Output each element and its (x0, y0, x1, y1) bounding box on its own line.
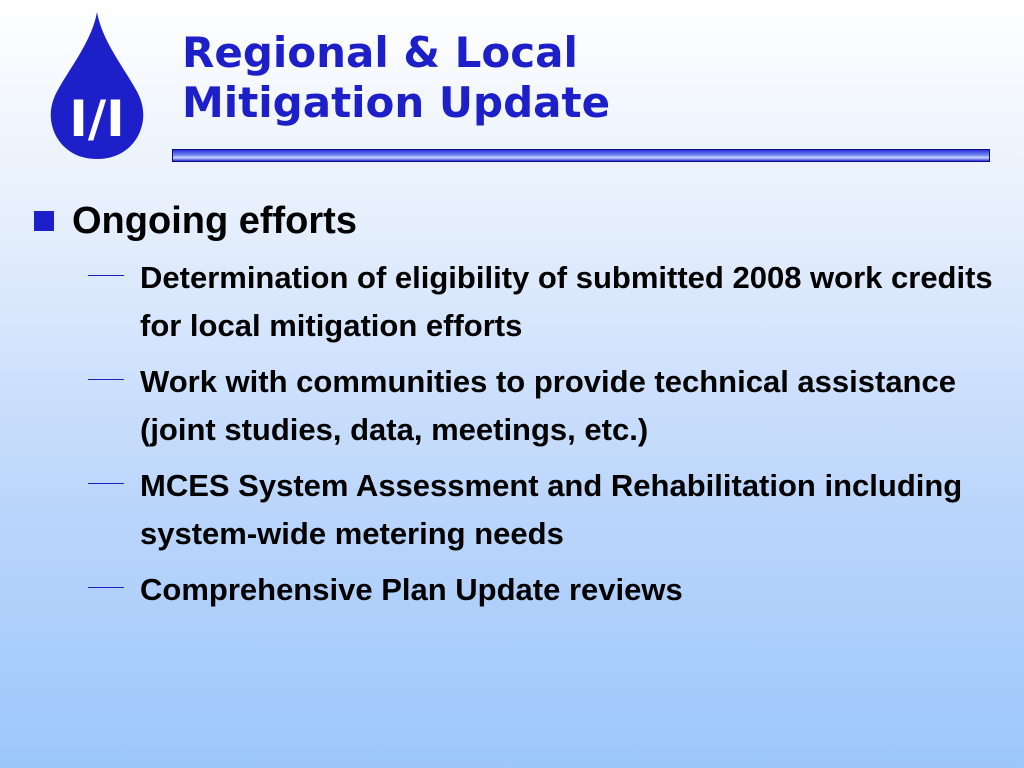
sub-bullet-item (88, 254, 1004, 350)
sub-bullet-text: Work with communities to provide technical assistance (joint studies, data, meetings, etc.) (140, 364, 956, 447)
bullet-label: Ongoing efforts (72, 200, 357, 242)
dash-bullet-icon (88, 379, 124, 380)
title-line-2: Mitigation Update (182, 78, 611, 127)
title-line-1: Regional & Local (182, 28, 578, 77)
slide-body (34, 196, 1004, 622)
bullet-ongoing-efforts (34, 196, 1004, 246)
dash-bullet-icon (88, 483, 124, 484)
sub-bullet-text: Comprehensive Plan Update reviews (140, 572, 683, 607)
sub-bullet-text: Determination of eligibility of submitted 2008 work credits for local mitigation efforts (140, 260, 993, 343)
sub-bullet-item (88, 358, 1004, 454)
sub-bullet-list (34, 254, 1004, 614)
sub-bullet-item (88, 462, 1004, 558)
sub-bullet-text: MCES System Assessment and Rehabilitation including system-wide metering needs (140, 468, 963, 551)
title-divider (172, 149, 990, 162)
logo-text: I/I (69, 90, 125, 148)
square-bullet-icon (34, 211, 54, 231)
water-drop-icon (48, 10, 146, 160)
page-title (182, 28, 610, 128)
dash-bullet-icon (88, 587, 124, 588)
sub-bullet-item (88, 566, 1004, 614)
dash-bullet-icon (88, 275, 124, 276)
